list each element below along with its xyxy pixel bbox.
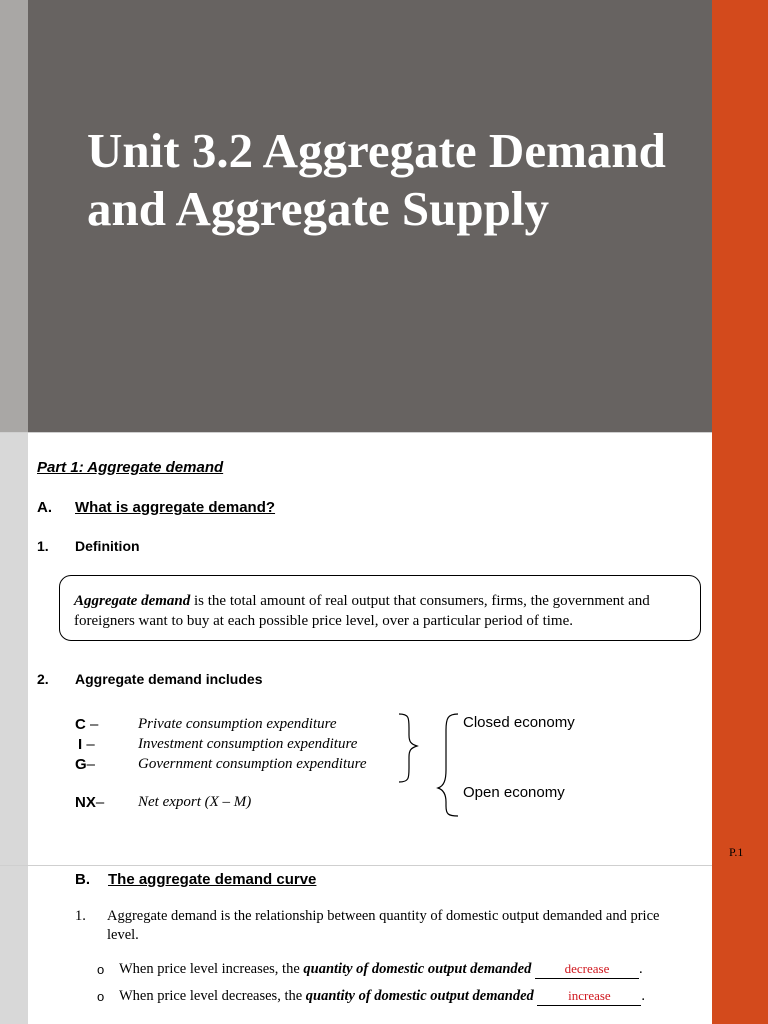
part-heading: Part 1: Aggregate demand <box>37 459 224 476</box>
component-code-c: C – <box>75 716 99 733</box>
page-title: Unit 3.2 Aggregate Demand and Aggregate Supply <box>87 123 666 236</box>
page-divider-bottom <box>0 865 712 866</box>
definition-box <box>59 575 701 641</box>
definition-text: is the total amount of real output that consumers, firms, the government and foreigners want to buy at each possible price level, over a particular period of time. <box>74 593 650 629</box>
page-divider-top <box>0 432 712 433</box>
bullet-2-answer: increase <box>568 988 611 1003</box>
item-1-label: Definition <box>75 538 140 554</box>
component-desc-g: Government consumption expenditure <box>138 756 367 772</box>
left-brace-icon <box>432 710 462 820</box>
bullet-1-text: When price level increases, the quantity of domestic output demanded decrease . <box>119 961 643 977</box>
bullet-1-mark: o <box>97 962 105 977</box>
section-b-letter: B. <box>75 871 90 888</box>
component-desc-c: Private consumption expenditure <box>138 716 337 732</box>
right-edge-strip <box>712 0 768 1024</box>
bullet-1-answer: decrease <box>564 961 610 976</box>
component-code-nx: NX– <box>75 794 105 811</box>
open-economy-label: Open economy <box>463 784 565 801</box>
bullet-2-blank <box>537 988 641 1006</box>
closed-economy-label: Closed economy <box>463 714 575 731</box>
component-desc-nx: Net export (X – M) <box>138 794 252 810</box>
section-a-title: What is aggregate demand? <box>75 499 276 516</box>
component-code-g: G– <box>75 756 96 773</box>
page-number: P.1 <box>729 845 744 859</box>
title-panel <box>28 0 712 433</box>
component-desc-i: Investment consumption expenditure <box>138 736 358 752</box>
b-item-1-text: Aggregate demand is the relationship between quantity of domestic output demanded and price level. <box>107 908 660 943</box>
bullet-2-mark: o <box>97 989 105 1004</box>
section-a-letter: A. <box>37 499 52 516</box>
left-edge-strip-upper <box>0 0 28 433</box>
section-b-title: The aggregate demand curve <box>108 871 317 888</box>
item-2-number: 2. <box>37 671 49 687</box>
component-code-i: I – <box>78 736 95 753</box>
bullet-2-text: When price level decreases, the quantity of domestic output demanded increase . <box>119 988 646 1004</box>
definition-term: Aggregate demand <box>74 593 191 609</box>
item-2-label: Aggregate demand includes <box>75 671 263 687</box>
b-item-1-number: 1. <box>75 908 86 924</box>
item-1-number: 1. <box>37 538 49 554</box>
bullet-1-blank <box>535 961 639 979</box>
right-brace-icon <box>395 710 425 820</box>
left-edge-strip <box>0 0 28 1024</box>
